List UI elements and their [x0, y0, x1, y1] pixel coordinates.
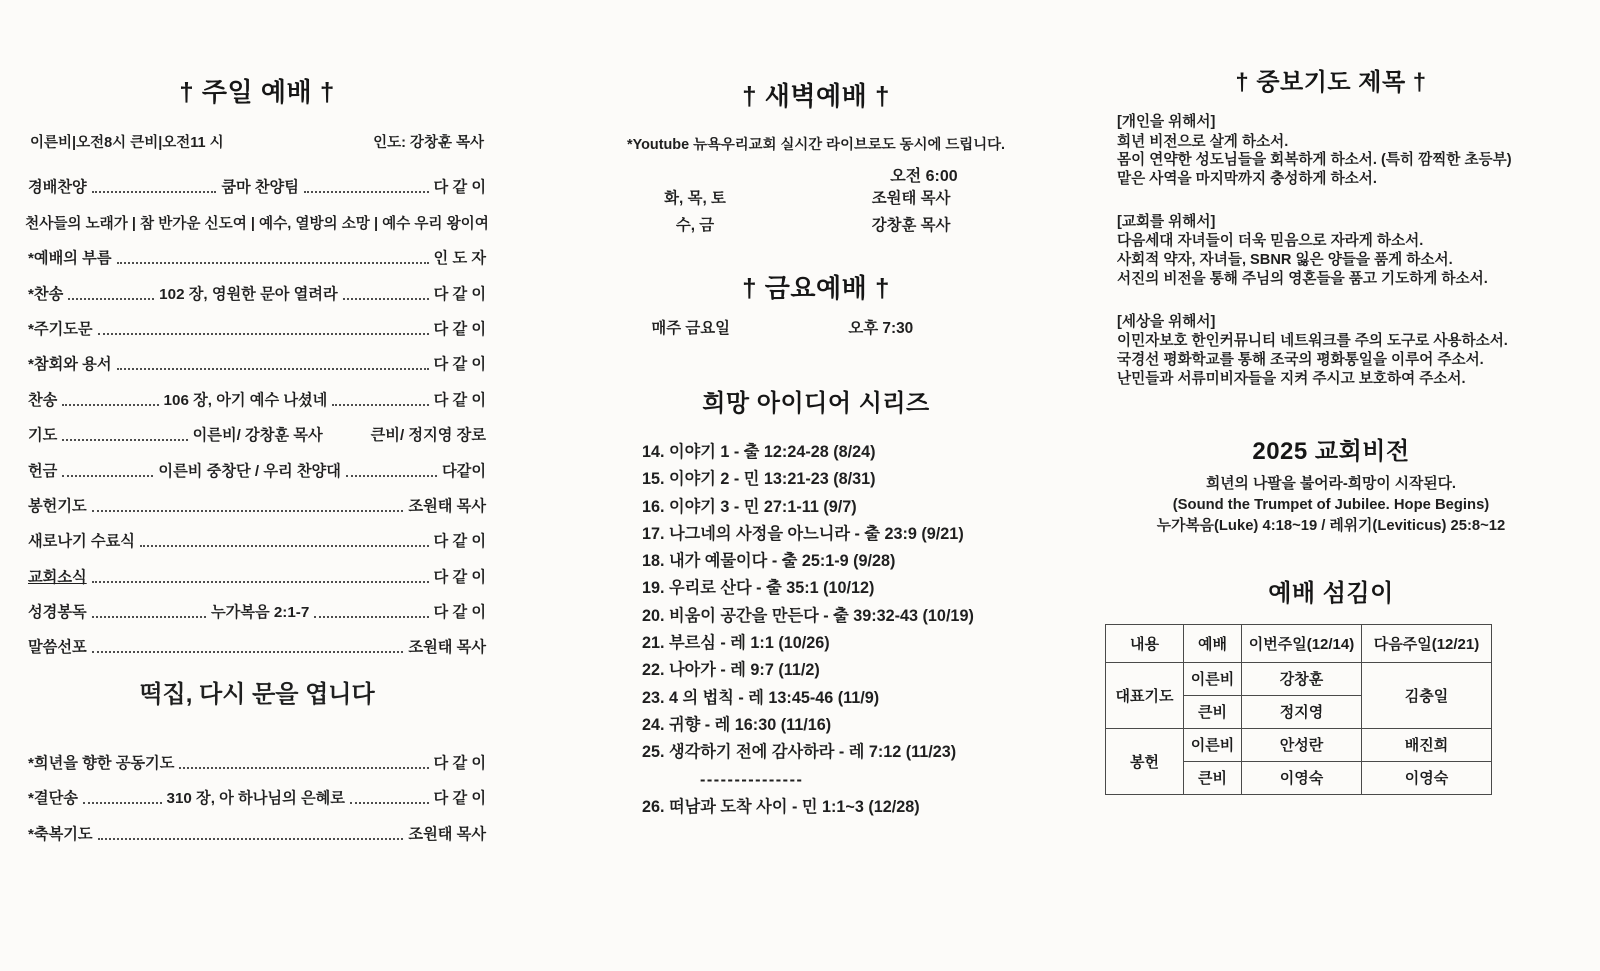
worship-order-row [28, 445, 486, 480]
dotted-leader [332, 404, 428, 406]
dawn-schedule-row [600, 186, 1032, 213]
dotted-leader [92, 191, 217, 193]
order-item-label: 기도 [28, 427, 58, 445]
dawn-leader: 조원태 목사 [871, 190, 951, 207]
serving-row [1106, 662, 1492, 695]
sermon-series-item: 17. 나그네의 사정을 아느니라 - 출 23:9 (9/21) [642, 524, 964, 543]
serving-row [1106, 728, 1492, 761]
serving-cell: 이영숙 [1242, 761, 1362, 794]
order-item-assignee: 다 같 이 [433, 356, 486, 374]
service-times-label: 이른비|오전8시 큰비|오전11 시 [30, 135, 224, 151]
sermon-series-title: 희망 아이디어 시리즈 [702, 390, 930, 417]
sermon-series-item: 18. 내가 예물이다 - 출 25:1-9 (9/28) [642, 552, 896, 571]
order-item-label: 찬송 [28, 391, 58, 409]
dotted-leader [98, 838, 404, 840]
sermon-series-item: 16. 이야기 3 - 민 27:1-11 (9/7) [642, 497, 857, 516]
serving-header-cell: 예배 [1184, 624, 1242, 662]
prayer-line: 난민들과 서류미비자들을 지켜 주시고 보호하여 주소서. [1117, 370, 1466, 387]
order-item-assignee: 다 같 이 [433, 754, 486, 772]
prayer-line: 맡은 사역을 마지막까지 충성하게 하소서. [1117, 171, 1377, 188]
friday-service-block [600, 268, 1032, 338]
order-item-label: 교회소식 [28, 568, 87, 586]
vision-line: 누가복음(Luke) 4:18~19 / 레위기(Leviticus) 25:8~12 [1156, 517, 1506, 534]
serving-cell: 정지영 [1242, 695, 1362, 728]
friday-when: 매주 금요일 [651, 320, 731, 337]
order-item-detail: 106 장, 아기 예수 나셨네 [163, 391, 328, 409]
serving-cell: 김충일 [1362, 662, 1492, 728]
dawn-service-title: † 새벽예배 † [742, 81, 890, 111]
dotted-leader [62, 404, 158, 406]
order-item-label: 성경봉독 [28, 604, 87, 622]
worship-order-note: 천사들의 노래가 | 참 반가운 신도여 | 예수, 열방의 소망 | 예수 우리 왕이여 [25, 215, 489, 232]
dotted-leader [98, 333, 429, 335]
worship-order-row [28, 233, 486, 268]
worship-order-row [28, 481, 486, 516]
worship-order-row [28, 773, 486, 808]
dotted-leader [83, 802, 162, 804]
worship-order-row [28, 304, 486, 339]
prayer-line: 사회적 약자, 자녀들, SBNR 잃은 양들을 품게 하소서. [1117, 252, 1453, 269]
prayer-line: 서진의 비전을 통해 주님의 영혼들을 품고 기도하게 하소서. [1117, 270, 1488, 287]
order-item-assignee: 다 같 이 [433, 604, 486, 622]
prayer-lines [1117, 232, 1569, 288]
friday-schedule-row [600, 316, 1032, 338]
serving-table [1105, 624, 1492, 795]
prayer-lines [1117, 133, 1569, 189]
sermon-series-item: 21. 부르심 - 레 1:1 (10/26) [642, 634, 830, 653]
sunday-worship-subtitle [28, 131, 486, 152]
prayer-groups [1093, 113, 1569, 389]
dotted-leader [68, 298, 154, 300]
prayer-group-church [1117, 213, 1569, 289]
dotted-leader [92, 616, 206, 618]
dawn-days: 화, 목, 토 [664, 190, 726, 207]
order-item-assignee: 다 같 이 [433, 533, 486, 551]
services-section [600, 76, 1032, 821]
serving-cell: 큰비 [1184, 761, 1242, 794]
order-item-label: *찬송 [28, 285, 64, 303]
order-item-assignee: 다 같 이 [433, 391, 487, 409]
order-item-detail: 이른비 중창단 / 우리 찬양대 [158, 462, 341, 480]
order-item-label: *예배의 부름 [28, 250, 112, 268]
worship-order-row [28, 162, 486, 197]
order-item-label: 봉헌기도 [28, 497, 87, 515]
order-item-label: 말씀선포 [28, 639, 87, 657]
prayer-line: 국경선 평화학교를 통해 조국의 평화통일을 이루어 주소서. [1117, 352, 1484, 369]
sermon-series-item: 14. 이야기 1 - 출 12:24-28 (8/24) [642, 443, 876, 461]
serving-header-cell: 이번주일(12/14) [1242, 624, 1362, 662]
order-item-detail: 310 장, 아 하나님의 은혜로 [166, 790, 345, 808]
serving-cell: 큰비 [1184, 695, 1242, 728]
order-item-label: 새로나기 수료식 [28, 533, 135, 551]
worship-order-row [28, 268, 486, 303]
serving-title: 예배 섬김이 [1268, 579, 1394, 607]
order-item-label: 경배찬양 [28, 179, 87, 197]
dotted-leader [343, 298, 429, 300]
dotted-leader [314, 616, 428, 618]
worship-order-row [28, 737, 486, 772]
prayer-group-personal [1117, 113, 1569, 189]
order-item-assignee: 인 도 자 [433, 250, 486, 268]
sermon-series-item: 19. 우리로 산다 - 출 35:1 (10/12) [642, 579, 875, 598]
dawn-days: 수, 금 [675, 216, 715, 234]
serving-block [1093, 573, 1569, 795]
dawn-leader: 강창훈 목사 [871, 216, 951, 234]
dawn-service-time: 오전 6:00 [890, 168, 958, 185]
order-item-detail: 누가복음 2:1-7 [210, 604, 310, 622]
friday-time: 오후 7:30 [848, 320, 914, 337]
prayer-vision-section [1093, 62, 1569, 795]
dawn-schedule-row [600, 213, 1032, 240]
order-item-label: *결단송 [28, 790, 78, 808]
sunday-worship-section [25, 72, 489, 844]
dotted-leader [140, 545, 429, 547]
worship-order-list [25, 162, 489, 657]
worship-order-row [28, 339, 486, 374]
sermon-series-item: 22. 나아가 - 레 9:7 (11/2) [642, 661, 820, 680]
serving-header-row [1106, 624, 1492, 662]
serving-cell: 배진희 [1362, 728, 1492, 761]
sunday-worship-title: † 주일 예배 † [179, 77, 335, 107]
dotted-leader [92, 581, 429, 583]
order-item-detail: 102 장, 영원한 문아 열려라 [159, 285, 338, 303]
order-item-label: *주기도문 [28, 320, 93, 338]
serving-cell: 강창훈 [1242, 662, 1362, 695]
order-item-label: *참회와 용서 [28, 356, 112, 374]
serving-cell: 이른비 [1184, 728, 1242, 761]
sermon-series-item: 20. 비움이 공간을 만든다 - 출 39:32-43 (10/19) [642, 606, 974, 625]
sermon-series-item: 25. 생각하기 전에 감사하라 - 레 7:12 (11/23) [642, 743, 957, 762]
order-item-assignee: 다 같 이 [433, 179, 486, 197]
closing-section-title: 떡집, 다시 문을 엽니다 [139, 681, 375, 709]
worship-order-row [28, 410, 486, 445]
order-item-label: 헌금 [28, 462, 58, 480]
serving-cell: 대표기도 [1106, 662, 1184, 728]
order-item-assignee: 조원태 목사 [408, 825, 486, 843]
prayer-line: 이민자보호 한인커뮤니티 네트워크를 주의 도구로 사용하소서. [1117, 333, 1508, 350]
prayer-line: 다음세대 자녀들이 더욱 믿음으로 자라게 하소서. [1117, 233, 1424, 250]
church-vision-lines [1093, 474, 1569, 537]
prayer-line: 희년 비전으로 살게 하소서. [1117, 133, 1289, 150]
dotted-leader [350, 802, 429, 804]
serving-cell: 안성란 [1242, 728, 1362, 761]
order-item-label: *축복기도 [28, 825, 93, 843]
sermon-series-block [600, 383, 1032, 821]
order-item-assignee: 조원태 목사 [408, 639, 486, 657]
worship-order-row [28, 374, 486, 409]
worship-order-row [28, 808, 486, 843]
sermon-series-item: 23. 4 의 법칙 - 레 13:45-46 (11/9) [642, 688, 880, 707]
dotted-leader [117, 262, 429, 264]
serving-cell: 봉헌 [1106, 728, 1184, 794]
order-item-detail: 쿰마 찬양팀 [221, 179, 299, 197]
prayer-group-heading: [개인을 위해서] [1117, 114, 1216, 130]
order-item-assignee: 조원태 목사 [408, 497, 486, 515]
order-item-assignee: 큰비/ 정지영 장로 [370, 427, 486, 445]
service-leader-label: 인도: 강창훈 목사 [373, 135, 484, 151]
vision-line: (Sound the Trumpet of Jubilee. Hope Begins) [1172, 496, 1490, 513]
prayer-line: 몸이 연약한 성도님들을 회복하게 하소서. (특히 깜찍한 초등부) [1117, 152, 1512, 169]
order-item-assignee: 다 같 이 [433, 285, 487, 303]
serving-cell: 이영숙 [1362, 761, 1492, 794]
serving-header-cell: 다음주일(12/21) [1362, 624, 1492, 662]
dotted-leader [62, 475, 153, 477]
order-item-assignee: 다 같 이 [433, 320, 486, 338]
closing-order-list [28, 737, 486, 843]
prayer-lines [1117, 332, 1569, 388]
serving-header-cell: 내용 [1106, 624, 1184, 662]
church-vision-block [1093, 431, 1569, 537]
dotted-leader [117, 368, 429, 370]
prayer-group-world [1117, 313, 1569, 389]
friday-service-title: † 금요예배 † [742, 273, 890, 303]
sermon-series-item: 26. 떠남과 도착 사이 - 민 1:1~3 (12/28) [642, 797, 920, 816]
dotted-leader [304, 191, 429, 193]
dotted-leader [92, 651, 404, 653]
intercessory-prayer-title: † 중보기도 제목 † [1235, 69, 1427, 96]
sermon-series-item: 24. 귀향 - 레 16:30 (11/16) [642, 715, 832, 734]
prayer-group-heading: [교회를 위해서] [1117, 213, 1216, 230]
worship-order-row [28, 587, 486, 622]
order-item-detail: 이른비/ 강창훈 목사 [192, 427, 323, 445]
prayer-group-heading: [세상을 위해서] [1117, 313, 1216, 330]
order-item-assignee: 다 같 이 [433, 790, 486, 808]
sermon-series-item: 15. 이야기 2 - 민 13:21-23 (8/31) [642, 470, 876, 489]
worship-order-row [28, 516, 486, 551]
sermon-series-list [600, 439, 1032, 767]
dotted-leader [179, 767, 428, 769]
worship-order-row [28, 551, 486, 586]
youtube-live-note: *Youtube 뉴욕우리교회 실시간 라이브로도 동시에 드립니다. [626, 137, 1005, 153]
dotted-leader [92, 510, 404, 512]
series-divider: --------------- [700, 770, 804, 789]
dotted-leader [62, 439, 187, 441]
order-item-assignee: 다 같 이 [433, 568, 486, 586]
serving-cell: 이른비 [1184, 662, 1242, 695]
dotted-leader [346, 475, 437, 477]
order-item-label: *희년을 향한 공동기도 [28, 754, 175, 772]
worship-order-row [28, 622, 486, 657]
church-vision-title: 2025 교회비전 [1252, 437, 1410, 465]
vision-line: 희년의 나팔을 불어라-희망이 시작된다. [1205, 475, 1457, 492]
order-item-assignee: 다같이 [441, 462, 486, 480]
